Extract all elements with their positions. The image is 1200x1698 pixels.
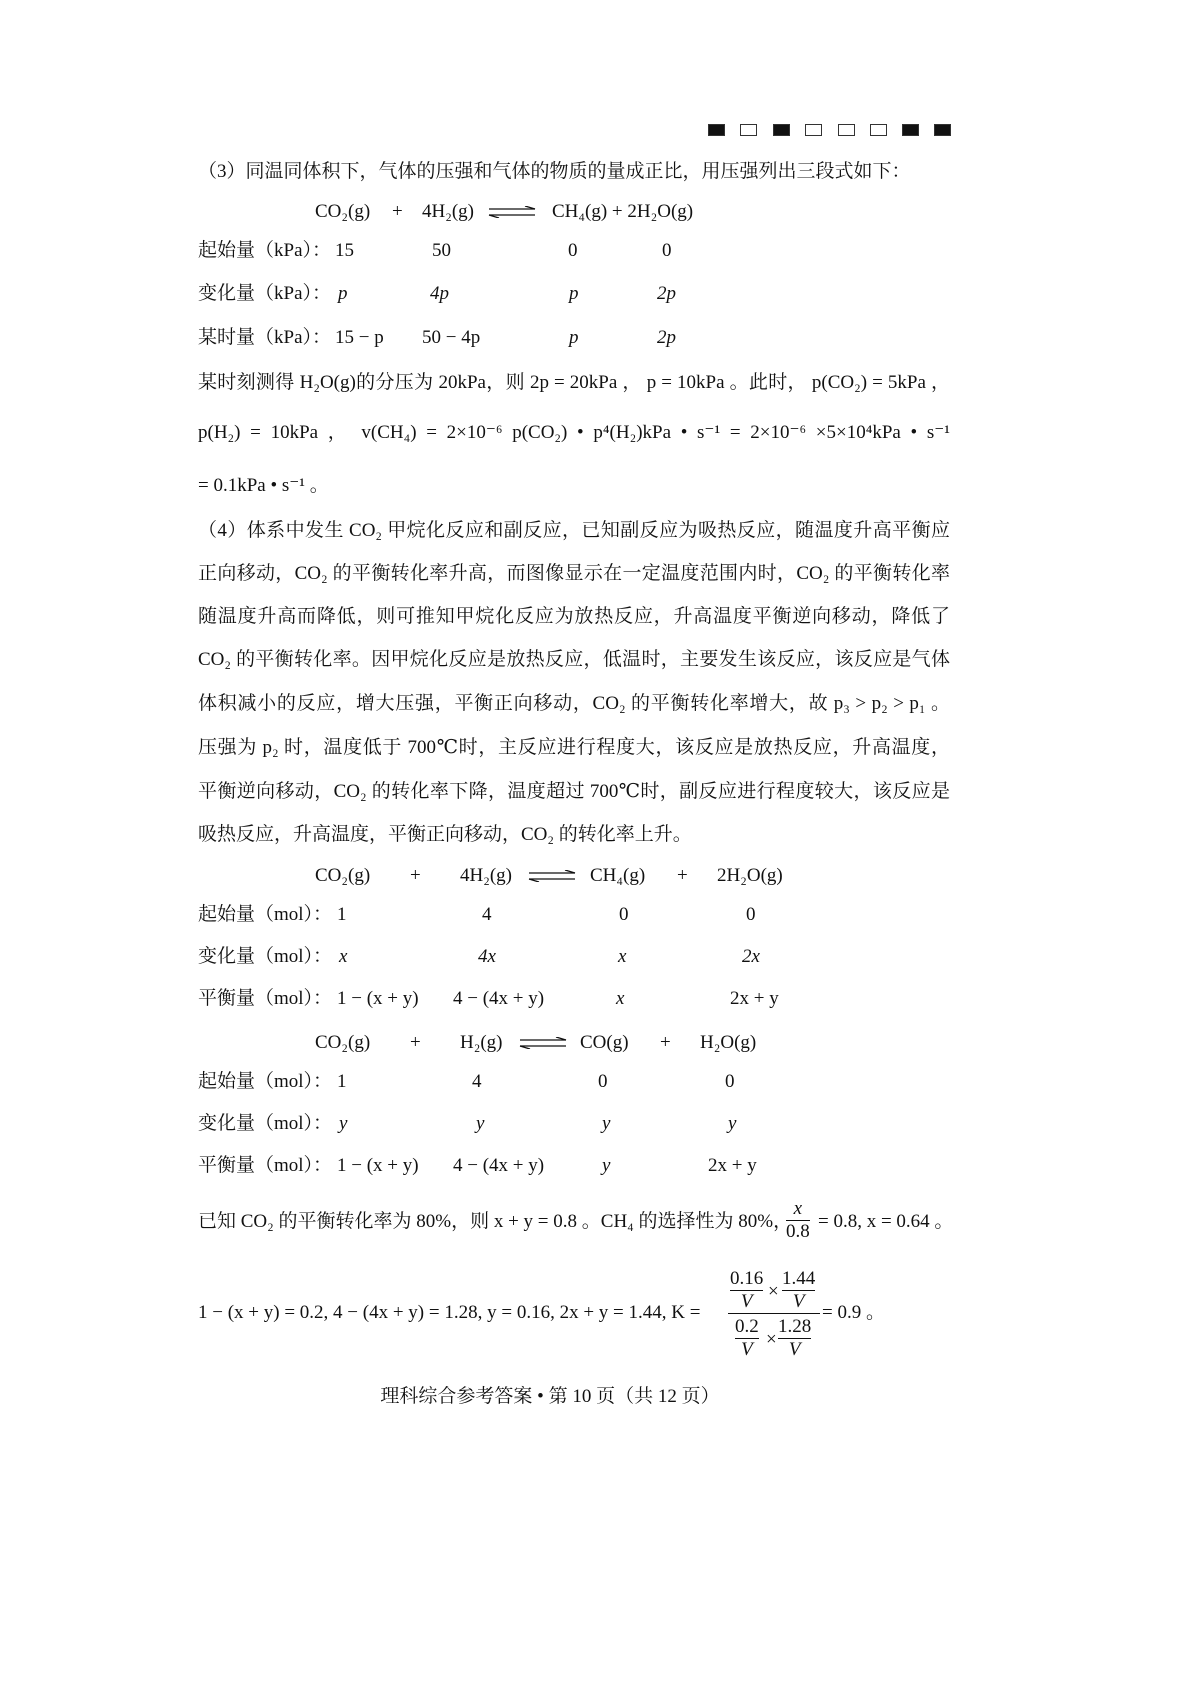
cell: 2p [657,327,676,348]
row-label: 变化量（kPa）： [198,283,332,304]
cell: 2x [742,946,760,967]
row-label: 变化量（mol）： [198,946,333,967]
para-line: 平衡逆向移动，CO₂ 的转化率下降，温度超过 700℃时，副反应进行程度较大，该反应是 [198,781,950,802]
para-line: 正向移动，CO₂ 的平衡转化率升高，而图像显示在一定温度范围内时，CO₂ 的平衡转化率 [198,563,950,584]
k-result: = 0.9 。 [822,1302,885,1323]
row-label: 某时量（kPa）： [198,327,332,348]
cell: x [616,988,625,1009]
plus: + [410,865,421,886]
cell: 4 [482,904,492,925]
cell: 0 [568,240,578,261]
plus: + [392,201,403,222]
volume: V [741,1339,753,1360]
fraction-x-over-0.8 [786,1198,810,1243]
cell: 0 [746,904,756,925]
cell: y [602,1155,611,1176]
cell: 1 [337,1071,347,1092]
cell: 50 [432,240,451,261]
row-label: 起始量（mol）： [198,904,333,925]
page-footer: 理科综合参考答案 • 第 10 页（共 12 页） [380,1386,720,1407]
numerator: x [793,1198,803,1219]
equilibrium-arrow-icon [518,1037,568,1049]
mark-filled [934,124,951,136]
denominator: 0.8 [786,1221,810,1242]
cell: 50 − 4p [422,327,481,348]
products: CH₄(g) + 2H₂O(g) [552,201,694,222]
row-label: 起始量（kPa）： [198,240,332,261]
row-label: 变化量（mol）： [198,1113,333,1134]
cell: 2x + y [708,1155,757,1176]
part3-line3: = 0.1kPa • s⁻¹ 。 [198,475,329,496]
cell: 4 − (4x + y) [453,988,545,1009]
part3-line2: p(H₂) = 10kPa ， v(CH₄) = 2×10⁻⁶ p(CO₂) • p⁴(H₂)kPa • s⁻¹ = 2×10⁻⁶ ×5×10⁴kPa • s⁻¹ [198,422,950,443]
part3-intro: （3）同温同体积下，气体的压强和气体的物质的量成正比，用压强列出三段式如下： [198,161,911,182]
cell: 15 [335,240,354,261]
volume: V [740,1291,753,1312]
cell: y [602,1113,611,1134]
reactant-co2: CO₂(g) [315,201,371,222]
cell: p [569,327,579,348]
mark-empty [838,124,855,136]
part3-line1: 某时刻测得 H₂O(g)的分压为 20kPa，则 2p = 20kPa ， p = 10kPa 。此时， p(CO₂) = 5kPa ， [198,372,950,393]
cell: 1 − (x + y) [337,1155,419,1176]
mark-filled [902,124,919,136]
para-line: CO₂ 的平衡转化率。因甲烷化反应是放热反应，低温时，主要发生该反应，该反应是气体 [198,649,950,670]
cell: 4 − (4x + y) [453,1155,545,1176]
main-fraction-bar [728,1313,820,1314]
cell: y [476,1113,485,1134]
denominator: 0.2 [735,1316,759,1337]
product: CH₄(g) [590,865,646,886]
k-line: 1 − (x + y) = 0.2, 4 − (4x + y) = 1.28, y = 0.16, 2x + y = 1.44, K = [198,1302,701,1323]
mark-filled [708,124,725,136]
cell: y [728,1113,737,1134]
reactant-h2: 4H₂(g) [422,201,474,222]
cell: 4p [430,283,449,304]
cell: 0 [662,240,672,261]
cell: y [339,1113,348,1134]
reactant: 4H₂(g) [460,865,512,886]
cell: 2p [657,283,676,304]
cell: p [338,283,348,304]
cell: 0 [619,904,629,925]
cell: 4 [472,1071,482,1092]
plus: + [660,1032,671,1053]
reactant: CO₂(g) [315,865,371,886]
times: × [768,1281,779,1302]
volume: V [792,1291,805,1312]
selectivity-result: = 0.8, x = 0.64 。 [818,1211,954,1232]
cell: 0 [598,1071,608,1092]
para-line: 压强为 p₂ 时，温度低于 700℃时，主反应进行程度大，该反应是放热反应，升高温度， [198,737,950,758]
para-line: 吸热反应，升高温度，平衡正向移动，CO₂ 的转化率上升。 [198,824,692,845]
reactant: H₂(g) [460,1032,503,1053]
cell: 2x + y [730,988,779,1009]
product: 2H₂O(g) [717,865,783,886]
equilibrium-arrow-icon [527,870,577,882]
row-label: 平衡量（mol）： [198,1155,333,1176]
row-label: 起始量（mol）： [198,1071,333,1092]
cell: x [339,946,348,967]
cell: x [618,946,627,967]
cell: 15 − p [335,327,384,348]
cell: 0 [725,1071,735,1092]
mark-filled [773,124,790,136]
cell: 4x [478,946,496,967]
selectivity-line: 已知 CO₂ 的平衡转化率为 80%，则 x + y = 0.8 。CH₄ 的选择性为 80%， [198,1211,793,1232]
reactant: CO₂(g) [315,1032,371,1053]
numerator: 1.44 [782,1268,816,1289]
mark-empty [805,124,822,136]
para-line: 体积减小的反应，增大压强，平衡正向移动，CO₂ 的平衡转化率增大，故 p₃ > p₂ > p₁ 。 [198,693,950,714]
para-line: 随温度升高而降低，则可推知甲烷化反应为放热反应，升高温度平衡逆向移动，降低了 [198,606,950,627]
volume: V [788,1339,801,1360]
para-line: （4）体系中发生 CO₂ 甲烷化反应和副反应，已知副反应为吸热反应，随温度升高平衡应 [198,520,950,541]
denominator: 1.28 [778,1316,812,1337]
times: × [766,1329,777,1350]
plus: + [677,865,688,886]
cell: 1 [337,904,347,925]
equilibrium-arrow-icon [487,206,537,218]
row-label: 平衡量（mol）： [198,988,333,1009]
mark-empty [870,124,887,136]
plus: + [410,1032,421,1053]
product: H₂O(g) [700,1032,757,1053]
mark-empty [740,124,757,136]
numerator: 0.16 [730,1268,764,1289]
cell: 1 − (x + y) [337,988,419,1009]
product: CO(g) [580,1032,629,1053]
cell: p [569,283,579,304]
